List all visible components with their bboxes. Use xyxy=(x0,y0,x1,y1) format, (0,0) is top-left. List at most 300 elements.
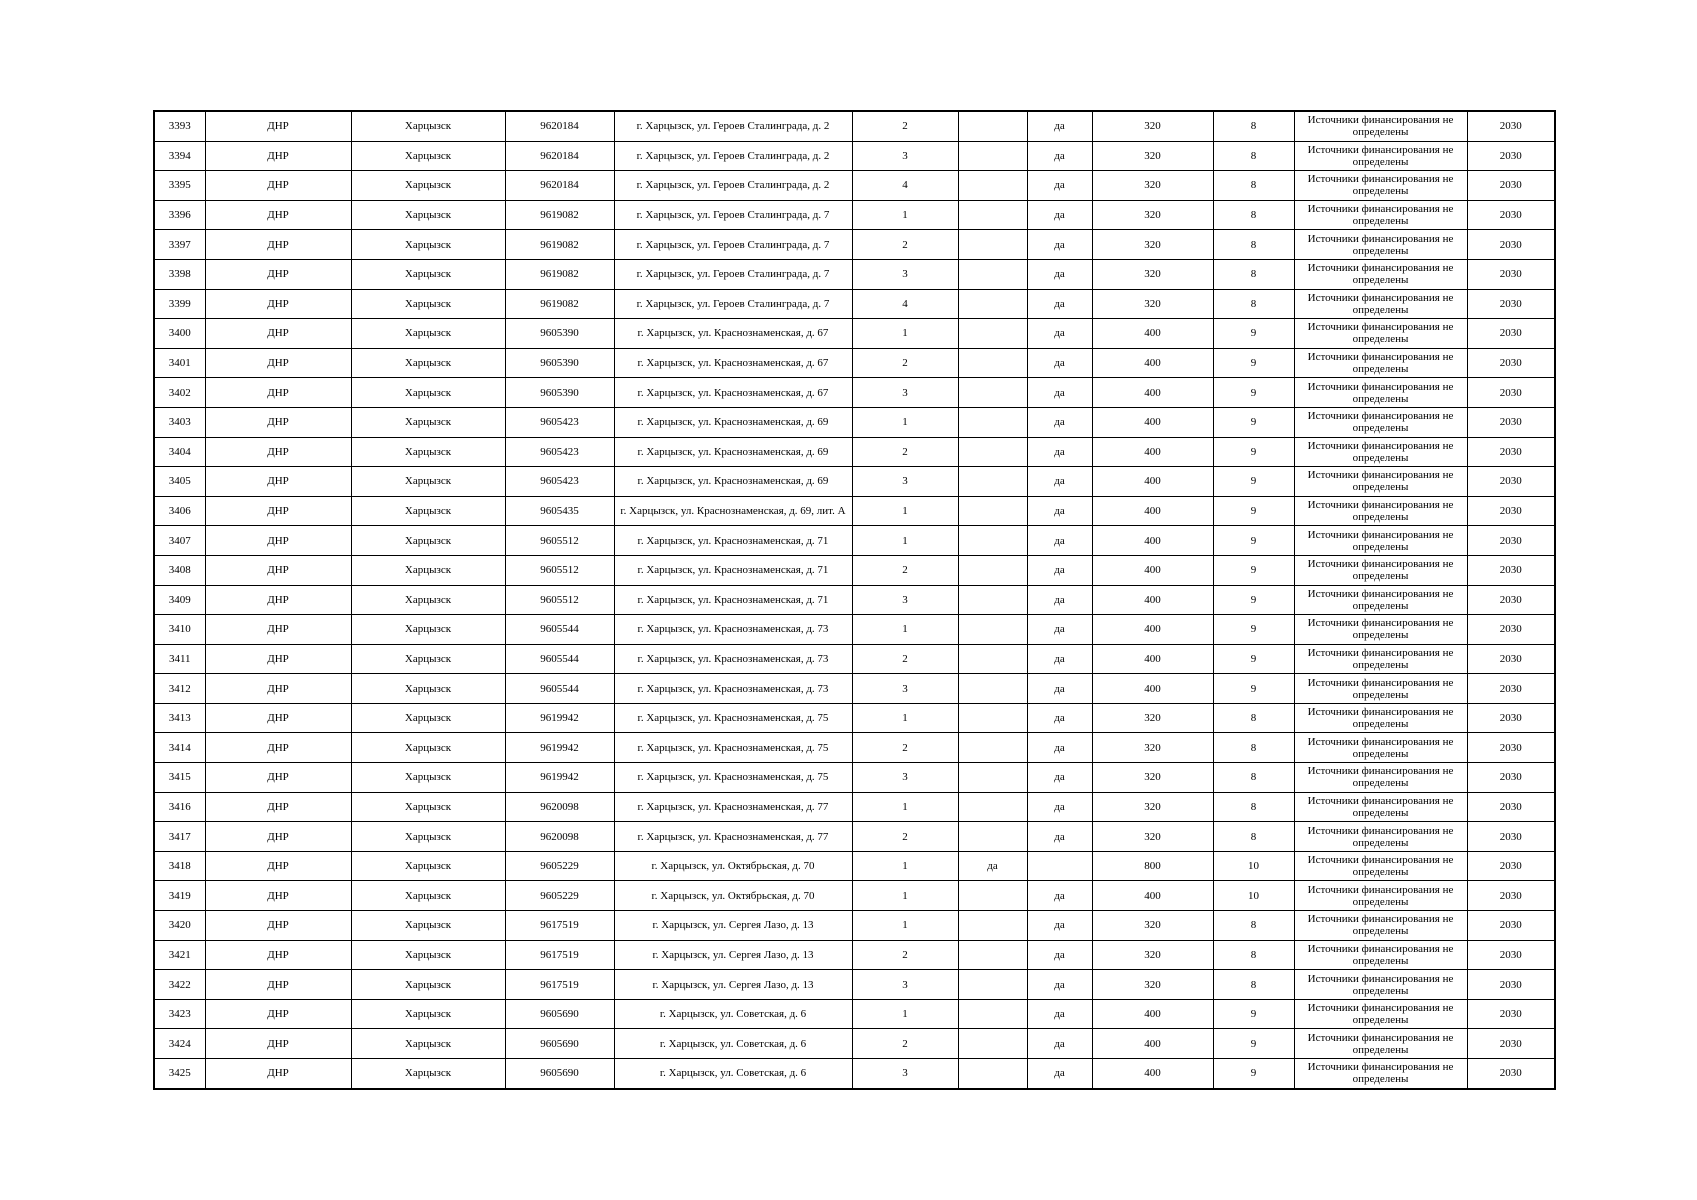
row-number-cell: 3403 xyxy=(154,407,205,437)
address-cell: г. Харцызск, ул. Советская, д. 6 xyxy=(614,1029,852,1059)
funding-source-cell: Источники финансирования не определены xyxy=(1294,171,1467,201)
amount-cell: 320 xyxy=(1092,822,1213,852)
count-cell: 8 xyxy=(1213,763,1294,793)
flag-b-cell: да xyxy=(1027,526,1092,556)
table-row xyxy=(154,111,1555,141)
count-cell: 8 xyxy=(1213,289,1294,319)
amount-cell: 400 xyxy=(1092,407,1213,437)
year-cell: 2030 xyxy=(1467,171,1555,201)
table-row xyxy=(154,644,1555,674)
count-cell: 9 xyxy=(1213,674,1294,704)
region-cell: ДНР xyxy=(205,259,351,289)
table-row xyxy=(154,792,1555,822)
count-cell: 9 xyxy=(1213,526,1294,556)
region-cell: ДНР xyxy=(205,467,351,497)
table-row xyxy=(154,259,1555,289)
table-row xyxy=(154,407,1555,437)
city-cell: Харцызск xyxy=(351,378,505,408)
funding-source-cell: Источники финансирования не определены xyxy=(1294,526,1467,556)
address-cell: г. Харцызск, ул. Героев Сталинграда, д. 2 xyxy=(614,111,852,141)
amount-cell: 400 xyxy=(1092,1029,1213,1059)
year-cell: 2030 xyxy=(1467,585,1555,615)
count-cell: 9 xyxy=(1213,378,1294,408)
year-cell: 2030 xyxy=(1467,289,1555,319)
table-row xyxy=(154,378,1555,408)
year-cell: 2030 xyxy=(1467,378,1555,408)
table-row xyxy=(154,1029,1555,1059)
flag-a-cell xyxy=(958,674,1027,704)
entrance-cell: 4 xyxy=(852,171,958,201)
code-cell: 9619082 xyxy=(505,230,614,260)
region-cell: ДНР xyxy=(205,644,351,674)
flag-b-cell: да xyxy=(1027,141,1092,171)
entrance-cell: 1 xyxy=(852,319,958,349)
entrance-cell: 1 xyxy=(852,703,958,733)
table-row xyxy=(154,674,1555,704)
city-cell: Харцызск xyxy=(351,200,505,230)
year-cell: 2030 xyxy=(1467,763,1555,793)
amount-cell: 400 xyxy=(1092,674,1213,704)
flag-a-cell xyxy=(958,940,1027,970)
city-cell: Харцызск xyxy=(351,259,505,289)
flag-a-cell xyxy=(958,496,1027,526)
entrance-cell: 1 xyxy=(852,526,958,556)
flag-a-cell xyxy=(958,200,1027,230)
amount-cell: 320 xyxy=(1092,911,1213,941)
year-cell: 2030 xyxy=(1467,911,1555,941)
flag-a-cell xyxy=(958,230,1027,260)
table-row xyxy=(154,999,1555,1029)
count-cell: 8 xyxy=(1213,703,1294,733)
table-row xyxy=(154,496,1555,526)
year-cell: 2030 xyxy=(1467,851,1555,881)
city-cell: Харцызск xyxy=(351,703,505,733)
funding-source-cell: Источники финансирования не определены xyxy=(1294,674,1467,704)
entrance-cell: 1 xyxy=(852,407,958,437)
flag-b-cell: да xyxy=(1027,259,1092,289)
count-cell: 8 xyxy=(1213,259,1294,289)
funding-source-cell: Источники финансирования не определены xyxy=(1294,1059,1467,1089)
amount-cell: 400 xyxy=(1092,585,1213,615)
table-row xyxy=(154,970,1555,1000)
region-cell: ДНР xyxy=(205,200,351,230)
row-number-cell: 3423 xyxy=(154,999,205,1029)
amount-cell: 320 xyxy=(1092,230,1213,260)
region-cell: ДНР xyxy=(205,437,351,467)
row-number-cell: 3404 xyxy=(154,437,205,467)
flag-a-cell xyxy=(958,881,1027,911)
row-number-cell: 3421 xyxy=(154,940,205,970)
funding-source-cell: Источники финансирования не определены xyxy=(1294,555,1467,585)
city-cell: Харцызск xyxy=(351,555,505,585)
city-cell: Харцызск xyxy=(351,881,505,911)
region-cell: ДНР xyxy=(205,555,351,585)
entrance-cell: 1 xyxy=(852,999,958,1029)
year-cell: 2030 xyxy=(1467,526,1555,556)
address-cell: г. Харцызск, ул. Сергея Лазо, д. 13 xyxy=(614,911,852,941)
year-cell: 2030 xyxy=(1467,111,1555,141)
city-cell: Харцызск xyxy=(351,792,505,822)
entrance-cell: 1 xyxy=(852,496,958,526)
flag-a-cell xyxy=(958,348,1027,378)
address-cell: г. Харцызск, ул. Краснознаменская, д. 69 xyxy=(614,437,852,467)
address-cell: г. Харцызск, ул. Краснознаменская, д. 71 xyxy=(614,555,852,585)
flag-b-cell: да xyxy=(1027,1029,1092,1059)
entrance-cell: 3 xyxy=(852,1059,958,1089)
table-row xyxy=(154,1059,1555,1089)
address-cell: г. Харцызск, ул. Краснознаменская, д. 73 xyxy=(614,644,852,674)
year-cell: 2030 xyxy=(1467,200,1555,230)
year-cell: 2030 xyxy=(1467,703,1555,733)
table-row xyxy=(154,289,1555,319)
row-number-cell: 3413 xyxy=(154,703,205,733)
code-cell: 9605423 xyxy=(505,467,614,497)
entrance-cell: 1 xyxy=(852,851,958,881)
entrance-cell: 2 xyxy=(852,230,958,260)
amount-cell: 320 xyxy=(1092,792,1213,822)
entrance-cell: 2 xyxy=(852,111,958,141)
city-cell: Харцызск xyxy=(351,999,505,1029)
region-cell: ДНР xyxy=(205,615,351,645)
city-cell: Харцызск xyxy=(351,171,505,201)
table-row xyxy=(154,555,1555,585)
address-cell: г. Харцызск, ул. Краснознаменская, д. 69, лит. А xyxy=(614,496,852,526)
city-cell: Харцызск xyxy=(351,289,505,319)
region-cell: ДНР xyxy=(205,970,351,1000)
city-cell: Харцызск xyxy=(351,526,505,556)
code-cell: 9605690 xyxy=(505,1059,614,1089)
code-cell: 9605544 xyxy=(505,674,614,704)
table-row xyxy=(154,141,1555,171)
amount-cell: 800 xyxy=(1092,851,1213,881)
region-cell: ДНР xyxy=(205,378,351,408)
amount-cell: 320 xyxy=(1092,289,1213,319)
flag-a-cell xyxy=(958,1029,1027,1059)
row-number-cell: 3397 xyxy=(154,230,205,260)
flag-b-cell: да xyxy=(1027,467,1092,497)
year-cell: 2030 xyxy=(1467,467,1555,497)
funding-source-cell: Источники финансирования не определены xyxy=(1294,585,1467,615)
address-cell: г. Харцызск, ул. Краснознаменская, д. 73 xyxy=(614,674,852,704)
address-cell: г. Харцызск, ул. Краснознаменская, д. 75 xyxy=(614,733,852,763)
funding-source-cell: Источники финансирования не определены xyxy=(1294,230,1467,260)
flag-b-cell: да xyxy=(1027,999,1092,1029)
funding-source-cell: Источники финансирования не определены xyxy=(1294,615,1467,645)
city-cell: Харцызск xyxy=(351,496,505,526)
city-cell: Харцызск xyxy=(351,822,505,852)
row-number-cell: 3408 xyxy=(154,555,205,585)
region-cell: ДНР xyxy=(205,496,351,526)
flag-a-cell xyxy=(958,289,1027,319)
flag-b-cell: да xyxy=(1027,200,1092,230)
flag-a-cell xyxy=(958,555,1027,585)
code-cell: 9605690 xyxy=(505,1029,614,1059)
amount-cell: 400 xyxy=(1092,644,1213,674)
region-cell: ДНР xyxy=(205,526,351,556)
code-cell: 9605690 xyxy=(505,999,614,1029)
count-cell: 9 xyxy=(1213,407,1294,437)
code-cell: 9605512 xyxy=(505,526,614,556)
amount-cell: 400 xyxy=(1092,555,1213,585)
funding-source-cell: Источники финансирования не определены xyxy=(1294,911,1467,941)
count-cell: 9 xyxy=(1213,999,1294,1029)
entrance-cell: 3 xyxy=(852,674,958,704)
region-cell: ДНР xyxy=(205,1029,351,1059)
flag-a-cell xyxy=(958,259,1027,289)
flag-b-cell: да xyxy=(1027,496,1092,526)
flag-a-cell xyxy=(958,970,1027,1000)
amount-cell: 320 xyxy=(1092,200,1213,230)
amount-cell: 400 xyxy=(1092,496,1213,526)
city-cell: Харцызск xyxy=(351,674,505,704)
amount-cell: 400 xyxy=(1092,467,1213,497)
year-cell: 2030 xyxy=(1467,1059,1555,1089)
code-cell: 9617519 xyxy=(505,970,614,1000)
year-cell: 2030 xyxy=(1467,940,1555,970)
address-cell: г. Харцызск, ул. Краснознаменская, д. 71 xyxy=(614,585,852,615)
entrance-cell: 3 xyxy=(852,259,958,289)
year-cell: 2030 xyxy=(1467,792,1555,822)
funding-source-cell: Источники финансирования не определены xyxy=(1294,348,1467,378)
funding-source-cell: Источники финансирования не определены xyxy=(1294,111,1467,141)
amount-cell: 400 xyxy=(1092,437,1213,467)
region-cell: ДНР xyxy=(205,319,351,349)
flag-b-cell: да xyxy=(1027,763,1092,793)
row-number-cell: 3393 xyxy=(154,111,205,141)
address-cell: г. Харцызск, ул. Сергея Лазо, д. 13 xyxy=(614,940,852,970)
code-cell: 9619942 xyxy=(505,703,614,733)
city-cell: Харцызск xyxy=(351,437,505,467)
funding-source-cell: Источники финансирования не определены xyxy=(1294,644,1467,674)
funding-source-cell: Источники финансирования не определены xyxy=(1294,792,1467,822)
code-cell: 9617519 xyxy=(505,911,614,941)
city-cell: Харцызск xyxy=(351,141,505,171)
city-cell: Харцызск xyxy=(351,1029,505,1059)
entrance-cell: 2 xyxy=(852,822,958,852)
year-cell: 2030 xyxy=(1467,674,1555,704)
count-cell: 8 xyxy=(1213,792,1294,822)
amount-cell: 400 xyxy=(1092,526,1213,556)
region-cell: ДНР xyxy=(205,999,351,1029)
year-cell: 2030 xyxy=(1467,999,1555,1029)
flag-a-cell xyxy=(958,792,1027,822)
flag-b-cell: да xyxy=(1027,111,1092,141)
entrance-cell: 2 xyxy=(852,1029,958,1059)
count-cell: 9 xyxy=(1213,1029,1294,1059)
flag-b-cell: да xyxy=(1027,437,1092,467)
flag-b-cell: да xyxy=(1027,822,1092,852)
city-cell: Харцызск xyxy=(351,111,505,141)
count-cell: 9 xyxy=(1213,319,1294,349)
code-cell: 9605390 xyxy=(505,378,614,408)
address-cell: г. Харцызск, ул. Героев Сталинграда, д. 7 xyxy=(614,289,852,319)
count-cell: 8 xyxy=(1213,911,1294,941)
code-cell: 9620184 xyxy=(505,111,614,141)
row-number-cell: 3411 xyxy=(154,644,205,674)
flag-b-cell: да xyxy=(1027,348,1092,378)
city-cell: Харцызск xyxy=(351,940,505,970)
region-cell: ДНР xyxy=(205,230,351,260)
address-cell: г. Харцызск, ул. Краснознаменская, д. 69 xyxy=(614,467,852,497)
flag-a-cell xyxy=(958,999,1027,1029)
table-row xyxy=(154,763,1555,793)
entrance-cell: 2 xyxy=(852,348,958,378)
region-cell: ДНР xyxy=(205,348,351,378)
flag-a-cell xyxy=(958,526,1027,556)
flag-b-cell: да xyxy=(1027,289,1092,319)
amount-cell: 400 xyxy=(1092,881,1213,911)
amount-cell: 320 xyxy=(1092,111,1213,141)
city-cell: Харцызск xyxy=(351,970,505,1000)
flag-a-cell xyxy=(958,1059,1027,1089)
entrance-cell: 3 xyxy=(852,467,958,497)
funding-source-cell: Источники финансирования не определены xyxy=(1294,999,1467,1029)
flag-a-cell xyxy=(958,407,1027,437)
code-cell: 9620184 xyxy=(505,171,614,201)
flag-b-cell: да xyxy=(1027,378,1092,408)
code-cell: 9605544 xyxy=(505,615,614,645)
count-cell: 9 xyxy=(1213,467,1294,497)
region-cell: ДНР xyxy=(205,585,351,615)
table-row xyxy=(154,467,1555,497)
count-cell: 9 xyxy=(1213,1059,1294,1089)
amount-cell: 320 xyxy=(1092,259,1213,289)
year-cell: 2030 xyxy=(1467,1029,1555,1059)
funding-source-cell: Источники финансирования не определены xyxy=(1294,822,1467,852)
count-cell: 8 xyxy=(1213,970,1294,1000)
flag-a-cell xyxy=(958,319,1027,349)
row-number-cell: 3409 xyxy=(154,585,205,615)
table-row xyxy=(154,319,1555,349)
entrance-cell: 1 xyxy=(852,615,958,645)
count-cell: 8 xyxy=(1213,940,1294,970)
address-cell: г. Харцызск, ул. Краснознаменская, д. 69 xyxy=(614,407,852,437)
year-cell: 2030 xyxy=(1467,733,1555,763)
entrance-cell: 3 xyxy=(852,585,958,615)
amount-cell: 400 xyxy=(1092,348,1213,378)
funding-source-cell: Источники финансирования не определены xyxy=(1294,200,1467,230)
code-cell: 9620098 xyxy=(505,792,614,822)
row-number-cell: 3405 xyxy=(154,467,205,497)
city-cell: Харцызск xyxy=(351,230,505,260)
funding-source-cell: Источники финансирования не определены xyxy=(1294,496,1467,526)
flag-a-cell xyxy=(958,585,1027,615)
row-number-cell: 3420 xyxy=(154,911,205,941)
address-cell: г. Харцызск, ул. Краснознаменская, д. 77 xyxy=(614,822,852,852)
flag-a-cell xyxy=(958,911,1027,941)
row-number-cell: 3415 xyxy=(154,763,205,793)
funding-source-cell: Источники финансирования не определены xyxy=(1294,851,1467,881)
flag-a-cell xyxy=(958,703,1027,733)
table-row xyxy=(154,526,1555,556)
table-row xyxy=(154,733,1555,763)
address-cell: г. Харцызск, ул. Сергея Лазо, д. 13 xyxy=(614,970,852,1000)
flag-b-cell: да xyxy=(1027,171,1092,201)
code-cell: 9620184 xyxy=(505,141,614,171)
data-table xyxy=(153,110,1556,1090)
flag-a-cell: да xyxy=(958,851,1027,881)
flag-b-cell: да xyxy=(1027,407,1092,437)
year-cell: 2030 xyxy=(1467,822,1555,852)
count-cell: 8 xyxy=(1213,200,1294,230)
flag-b-cell: да xyxy=(1027,940,1092,970)
city-cell: Харцызск xyxy=(351,644,505,674)
count-cell: 10 xyxy=(1213,851,1294,881)
region-cell: ДНР xyxy=(205,1059,351,1089)
funding-source-cell: Источники финансирования не определены xyxy=(1294,763,1467,793)
region-cell: ДНР xyxy=(205,289,351,319)
city-cell: Харцызск xyxy=(351,733,505,763)
row-number-cell: 3398 xyxy=(154,259,205,289)
funding-source-cell: Источники финансирования не определены xyxy=(1294,407,1467,437)
region-cell: ДНР xyxy=(205,881,351,911)
code-cell: 9619942 xyxy=(505,733,614,763)
count-cell: 8 xyxy=(1213,141,1294,171)
entrance-cell: 2 xyxy=(852,437,958,467)
amount-cell: 400 xyxy=(1092,1059,1213,1089)
city-cell: Харцызск xyxy=(351,348,505,378)
table-row xyxy=(154,911,1555,941)
funding-source-cell: Источники финансирования не определены xyxy=(1294,378,1467,408)
count-cell: 9 xyxy=(1213,555,1294,585)
address-cell: г. Харцызск, ул. Героев Сталинграда, д. 7 xyxy=(614,259,852,289)
address-cell: г. Харцызск, ул. Краснознаменская, д. 67 xyxy=(614,378,852,408)
region-cell: ДНР xyxy=(205,703,351,733)
year-cell: 2030 xyxy=(1467,970,1555,1000)
code-cell: 9605512 xyxy=(505,555,614,585)
code-cell: 9605229 xyxy=(505,851,614,881)
table-row xyxy=(154,703,1555,733)
count-cell: 9 xyxy=(1213,585,1294,615)
entrance-cell: 4 xyxy=(852,289,958,319)
table-row xyxy=(154,615,1555,645)
flag-b-cell: да xyxy=(1027,881,1092,911)
amount-cell: 320 xyxy=(1092,171,1213,201)
funding-source-cell: Источники финансирования не определены xyxy=(1294,259,1467,289)
flag-b-cell: да xyxy=(1027,911,1092,941)
flag-a-cell xyxy=(958,763,1027,793)
entrance-cell: 2 xyxy=(852,733,958,763)
amount-cell: 320 xyxy=(1092,733,1213,763)
flag-a-cell xyxy=(958,171,1027,201)
amount-cell: 400 xyxy=(1092,319,1213,349)
year-cell: 2030 xyxy=(1467,407,1555,437)
address-cell: г. Харцызск, ул. Героев Сталинграда, д. 2 xyxy=(614,171,852,201)
count-cell: 9 xyxy=(1213,348,1294,378)
city-cell: Харцызск xyxy=(351,851,505,881)
row-number-cell: 3422 xyxy=(154,970,205,1000)
table-row xyxy=(154,437,1555,467)
row-number-cell: 3424 xyxy=(154,1029,205,1059)
row-number-cell: 3419 xyxy=(154,881,205,911)
flag-a-cell xyxy=(958,644,1027,674)
entrance-cell: 1 xyxy=(852,200,958,230)
address-cell: г. Харцызск, ул. Октябрьская, д. 70 xyxy=(614,881,852,911)
row-number-cell: 3407 xyxy=(154,526,205,556)
amount-cell: 400 xyxy=(1092,615,1213,645)
code-cell: 9605544 xyxy=(505,644,614,674)
address-cell: г. Харцызск, ул. Краснознаменская, д. 71 xyxy=(614,526,852,556)
year-cell: 2030 xyxy=(1467,230,1555,260)
amount-cell: 320 xyxy=(1092,703,1213,733)
flag-a-cell xyxy=(958,615,1027,645)
table-row xyxy=(154,348,1555,378)
flag-b-cell: да xyxy=(1027,644,1092,674)
address-cell: г. Харцызск, ул. Героев Сталинграда, д. 7 xyxy=(614,200,852,230)
table-row xyxy=(154,200,1555,230)
address-cell: г. Харцызск, ул. Краснознаменская, д. 75 xyxy=(614,763,852,793)
table-row xyxy=(154,851,1555,881)
